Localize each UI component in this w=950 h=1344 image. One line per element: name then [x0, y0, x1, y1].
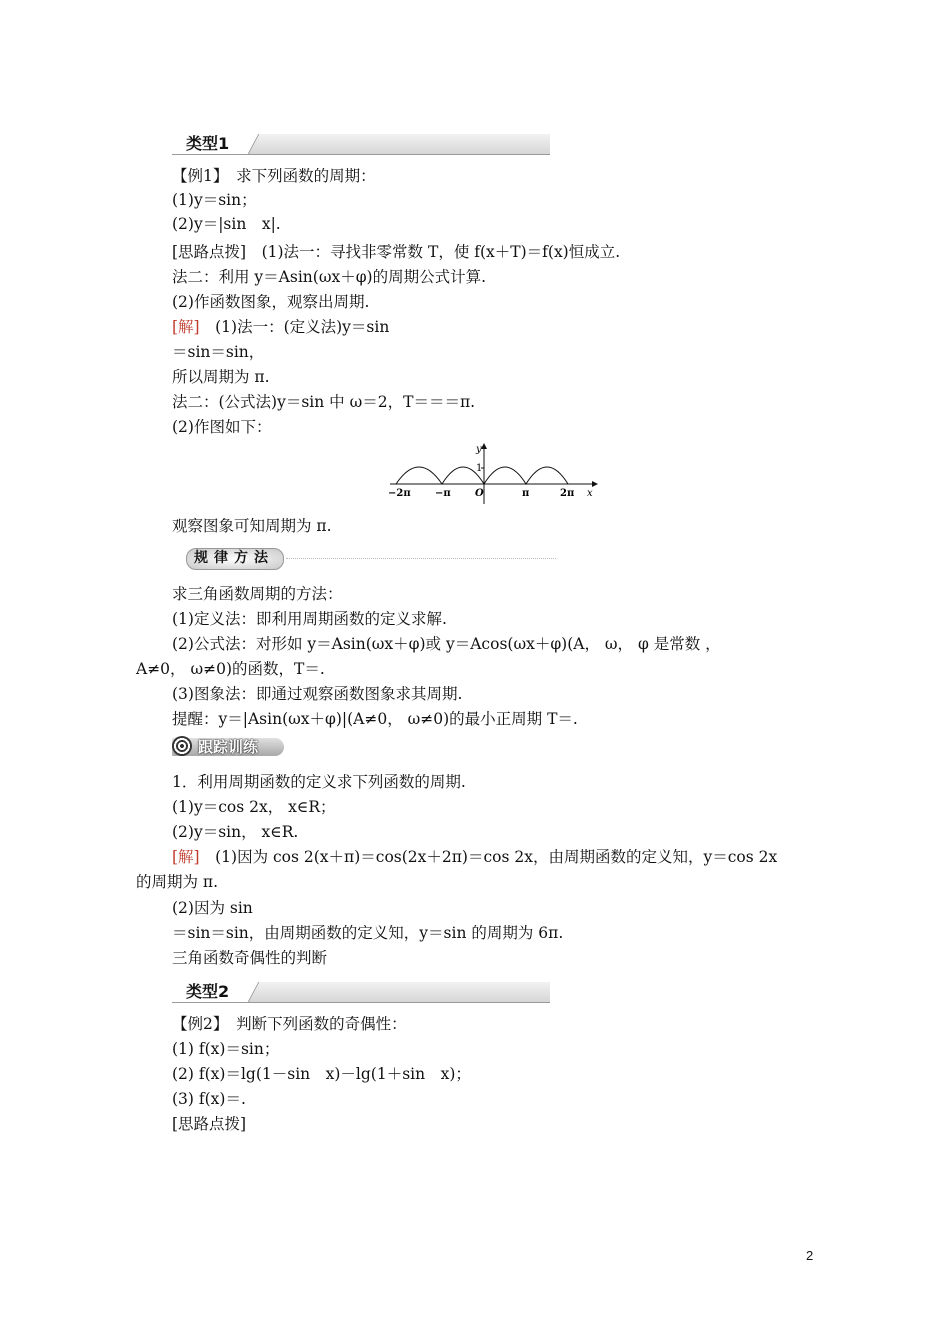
graph-tick-neg-2pi: −2π	[388, 488, 411, 499]
ex2-heading: 【例2】 判断下列函数的奇偶性：	[172, 1015, 407, 1033]
graph-origin-label: O	[475, 488, 484, 499]
training-line-5: 的周期为 π.	[136, 873, 219, 891]
training-line-2: (1)y＝cos 2x， x∈R；	[172, 798, 336, 816]
rule-line-3: (2)公式法：对形如 y＝Asin(ωx＋φ)或 y＝Acos(ωx＋φ)(A， ω， φ 是常数 ，	[172, 635, 721, 653]
graph-y-label: y	[476, 444, 482, 455]
ex1-question-1: (1)y＝sin；	[172, 191, 257, 209]
type1-title: 类型1	[186, 134, 230, 153]
graph-x-label: x	[587, 488, 593, 499]
ex2-question-2: (2) f(x)＝lg(1－sin x)－lg(1＋sin x)；	[172, 1065, 471, 1083]
ex1-conclusion: 观察图象可知周期为 π.	[172, 517, 332, 535]
rule-method-header	[176, 546, 556, 570]
type1-banner	[172, 134, 552, 156]
ex1-solution-5: (2)作图如下：	[172, 418, 272, 436]
solution-tag: [解]	[172, 318, 200, 336]
training-line-7: ＝sin＝sin，由周期函数的定义知，y＝sin 的周期为 6π.	[172, 924, 564, 942]
ex2-hint: [思路点拨]	[172, 1115, 247, 1133]
ex1-question-2: (2)y＝|sin x|.	[172, 215, 281, 233]
rule-line-1: 求三角函数周期的方法：	[172, 585, 343, 603]
rule-line-2: (1)定义法：即利用周期函数的定义求解.	[172, 610, 447, 628]
rule-line-5: (3)图象法：即通过观察函数图象求其周期.	[172, 685, 463, 703]
ex2-question-1: (1) f(x)＝sin；	[172, 1040, 280, 1058]
page-number: 2	[806, 1248, 814, 1263]
graph-tick-neg-pi: −π	[435, 488, 451, 499]
ex1-hint-2: 法二：利用 y＝Asin(ωx＋φ)的周期公式计算.	[172, 268, 487, 286]
graph-tick-pi: π	[522, 488, 530, 499]
training-solution-1	[172, 847, 777, 867]
training-solution-tag: [解]	[172, 848, 200, 866]
type2-banner	[172, 982, 552, 1004]
abs-sin-graph	[380, 440, 600, 506]
target-icon	[172, 736, 192, 756]
type2-title: 类型2	[186, 982, 230, 1001]
ex1-solution-1-text: (1)法一：(定义法)y＝sin	[199, 318, 390, 336]
ex1-solution-4: 法二：(公式法)y＝sin 中 ω＝2，T＝＝＝π.	[172, 393, 476, 411]
training-line-8: 三角函数奇偶性的判断	[172, 949, 328, 967]
ex1-solution-2: ＝sin＝sin，	[172, 343, 265, 361]
training-line-6: (2)因为 sin	[172, 899, 253, 917]
training-title: 跟踪训练	[198, 738, 259, 756]
training-solution-1-text: (1)因为 cos 2(x＋π)＝cos(2x＋2π)＝cos 2x，由周期函数的定义知，y＝cos 2x	[199, 848, 778, 866]
training-line-3: (2)y＝sin， x∈R.	[172, 823, 299, 841]
ex1-solution-1	[172, 317, 389, 337]
graph-tick-2pi: 2π	[560, 488, 575, 499]
rule-method-title: 规律方法	[194, 550, 274, 566]
training-header	[172, 736, 292, 758]
ex1-hint-1: [思路点拨] (1)法一：寻找非零常数 T，使 f(x＋T)＝f(x)恒成立.	[172, 243, 621, 261]
rule-line-6: 提醒：y＝|Asin(ωx＋φ)|(A≠0， ω≠0)的最小正周期 T＝.	[172, 710, 578, 728]
ex2-question-3: (3) f(x)＝.	[172, 1090, 246, 1108]
ex1-hint-3: (2)作函数图象，观察出周期.	[172, 293, 370, 311]
training-line-1: 1．利用周期函数的定义求下列函数的周期.	[172, 773, 466, 791]
ex1-heading: 【例1】 求下列函数的周期：	[172, 167, 376, 185]
graph-one-label: 1	[476, 463, 483, 474]
rule-line-4: A≠0， ω≠0)的函数，T＝.	[136, 660, 325, 678]
ex1-solution-3: 所以周期为 π.	[172, 368, 270, 386]
